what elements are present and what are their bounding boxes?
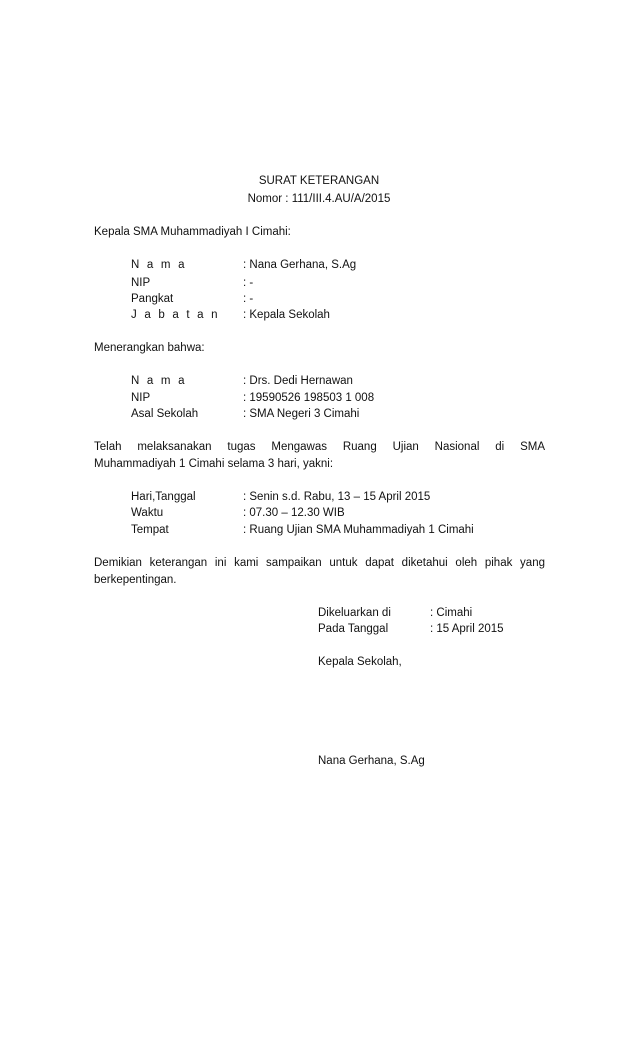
signer-position-title: Kepala Sekolah, (318, 656, 402, 668)
letter-title: SURAT KETERANGAN (258, 175, 380, 187)
signer-nip-label: NIP (131, 277, 151, 289)
schedule-place-value: : Ruang Ujian SMA Muhammadiyah 1 Cimahi (243, 524, 474, 536)
issue-date-value: : 15 April 2015 (430, 623, 504, 635)
issue-date-label: Pada Tanggal (318, 623, 389, 635)
signer-name-label: N a m a (131, 259, 187, 271)
subject-nip-value: : 19590526 198503 1 008 (243, 392, 375, 404)
signer-name-value: : Nana Gerhana, S.Ag (243, 259, 357, 271)
signer-printed-name: Nana Gerhana, S.Ag (318, 755, 425, 767)
subject-school-label: Asal Sekolah (131, 408, 199, 420)
subject-school-value: : SMA Negeri 3 Cimahi (243, 408, 360, 420)
issued-at-value: : Cimahi (430, 607, 473, 619)
subject-name-label: N a m a (131, 375, 187, 387)
subject-name-value: : Drs. Dedi Hernawan (243, 375, 353, 387)
schedule-date-value: : Senin s.d. Rabu, 13 – 15 April 2015 (243, 491, 431, 503)
letter-number: Nomor : 111/III.4.AU/A/2015 (247, 193, 391, 205)
signer-position-label: J a b a t a n (131, 309, 220, 321)
signer-nip-value: : - (243, 277, 254, 289)
subject-nip-label: NIP (131, 392, 151, 404)
signer-rank-value: : - (243, 293, 254, 305)
intro-line: Kepala SMA Muhammadiyah I Cimahi: (94, 226, 291, 238)
schedule-time-value: : 07.30 – 12.30 WIB (243, 507, 345, 519)
issued-at-label: Dikeluarkan di (318, 607, 391, 619)
schedule-date-label: Hari,Tanggal (131, 491, 196, 503)
schedule-place-label: Tempat (131, 524, 169, 536)
paragraph1-line1: Telah melaksanakan tugas Mengawas Ruang Ujian Nasional di SMA (94, 441, 545, 453)
signer-rank-label: Pangkat (131, 293, 174, 305)
states-line: Menerangkan bahwa: (94, 342, 205, 354)
signer-position-value: : Kepala Sekolah (243, 309, 330, 321)
schedule-time-label: Waktu (131, 507, 164, 519)
closing-line1: Demikian keterangan ini kami sampaikan untuk dapat diketahui oleh pihak yang (94, 557, 545, 569)
closing-line2: berkepentingan. (94, 574, 177, 586)
paragraph1-line2: Muhammadiyah 1 Cimahi selama 3 hari, yakni: (94, 458, 334, 470)
